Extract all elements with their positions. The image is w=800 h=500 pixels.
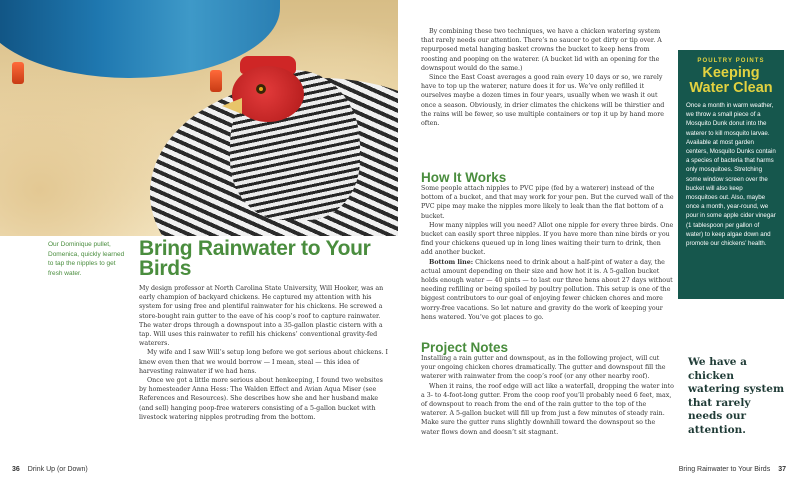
pull-quote: We have a chicken watering system that rarely needs our attention. <box>688 356 785 436</box>
poultry-points-sidebar <box>678 50 784 299</box>
hen-head <box>232 66 304 122</box>
running-head: Drink Up (or Down) <box>27 466 88 473</box>
running-head: Bring Rainwater to Your Birds <box>678 466 771 473</box>
photo-caption: Our Dominique pullet, Domenica, quickly learned to tap the nipples to get fresh water. <box>48 241 125 277</box>
hen-eye <box>256 84 266 94</box>
page-number: 37 <box>778 466 786 473</box>
footer-right <box>679 466 786 473</box>
paragraph: How many nipples will you need? Allot one nipple for every three birds. One bucket can easily sport three nipples. If you have more than nine birds or you find your chickens queued up in long lines waiting their turn to drink, then add another bucket. <box>421 221 674 257</box>
chapter-title: Bring Rainwater to Your Birds <box>139 237 371 280</box>
hen-beak <box>222 98 242 114</box>
paragraph: Installing a rain gutter and downspout, as in the following project, will cut your ongoing chicken chores dramatically. The gutter and downspout fill the waterer with rainwater from the coop’s roof (or any other nearby roof). <box>421 355 666 381</box>
paragraph: Some people attach nipples to PVC pipe (fed by a waterer) instead of the bottom of a bucket, and that may work for your pen. But the curved wall of the PVC pipe may make the nipples more likely to leak than the flat bottom of a bucket. <box>421 185 674 220</box>
paragraph: By combining these two techniques, we have a chicken watering system that rarely needs our attention. There’s no saucer to get dirty or tip over. A repurposed metal hanging basket crowns the bucket to keep hens from roosting and pooping on the waterer. (A bucket lid with an opening for the downspout would do the same.) <box>421 28 662 72</box>
how-it-works-text <box>421 184 674 322</box>
page-number: 36 <box>12 466 20 473</box>
paragraph <box>421 258 674 322</box>
watering-nipple <box>210 70 222 92</box>
sidebar-title: Keeping Water Clean <box>689 65 773 96</box>
bold-lead-in: Bottom line: <box>429 258 474 266</box>
sidebar-kicker: POULTRY POINTS <box>697 58 765 64</box>
paragraph: Since the East Coast averages a good rain every 10 days or so, we rarely have to top up the waterer, nature does it for us. We’ve only refilled it ourselves maybe a dozen times in four years, usually when we wash it out once a season. Obviously, in drier climates the chickens will be thirstier and the rains will be fewer, so use multiple containers or top it up by hand more often. <box>421 74 665 128</box>
paragraph: When it rains, the roof edge will act like a waterfall, dropping the water into a 3- to 4-foot-long gutter. From the coop roof you’ll probably need 6 feet, max, of downspout to reach from the end of the rain gutter to the top of the waterer. A 5-gallon bucket will fill up from just a few minutes of steady rain. Make sure the gutter runs slightly downhill toward the downspout so the water flows down and doesn’t sit stagnant. <box>421 382 674 436</box>
section-heading-how-it-works: How It Works <box>421 170 507 185</box>
footer-left <box>12 466 88 473</box>
section-heading-project-notes: Project Notes <box>421 340 509 355</box>
chicken-photo <box>0 0 398 236</box>
paragraph: My design professor at North Carolina State University, Will Hooker, was an early champion of backyard chickens. He captured my attention with his system for using free and plentiful rainwater for his chickens. He screwed a store-bought rain gutter to the eave of his coop’s roof to capture rainwater. The water drops through a downspout into a 35-gallon plastic cistern with a tap. Will uses this rainwater to refill his chickens’ conventional gravity-fed waterers. <box>139 285 384 348</box>
left-body-text <box>139 284 389 422</box>
paragraph-text: Chickens need to drink about a half-pint of water a day, the actual amount depending on their size and how hot it is. A 5-gallon bucket holds enough water — 40 pints — to last our three hens about 27 days without needing refilling or being spoiled by poultry pollution. This setup is one of the biggest contributors to our goal of enjoying fewer chicken chores and more worry-free vacations. So let nature and gravity do the work of keeping your hens watered. You’ve got places to go. <box>421 258 673 321</box>
paragraph: My wife and I saw Will’s setup long before we got serious about chickens. I knew even then that we would borrow — I mean, steal — this idea of harvesting rainwater if we had hens. <box>139 349 389 375</box>
right-intro-text <box>421 27 674 128</box>
paragraph: Once we got a little more serious about henkeeping, I found two websites by homesteader Anna Hess: The Walden Effect and Avian Aqua Miser (see References and Resources). She describes how she and her husband make (and sell) hanging poop-free waterers consisting of a 5-gallon bucket with livestock watering nipples protruding from the bottom. <box>139 377 383 421</box>
blue-bucket-waterer <box>0 0 280 78</box>
project-notes-text <box>421 354 674 437</box>
watering-nipple <box>12 62 24 84</box>
sidebar-body: Once a month in warm weather, we throw a small piece of a Mosquito Dunk donut into the waterer to kill mosquito larvae. Available at most garden centers, Mosquito Dunks contain a species of bacteria that harms only mosquitoes. Stretching some window screen over the bucket will also keep mosquitoes out. Also, maybe once a month, year-round, we pour in some apple cider vinegar (1 tablespoon per gallon of water) to keep algae down and promote our chickens’ health. <box>686 102 776 248</box>
